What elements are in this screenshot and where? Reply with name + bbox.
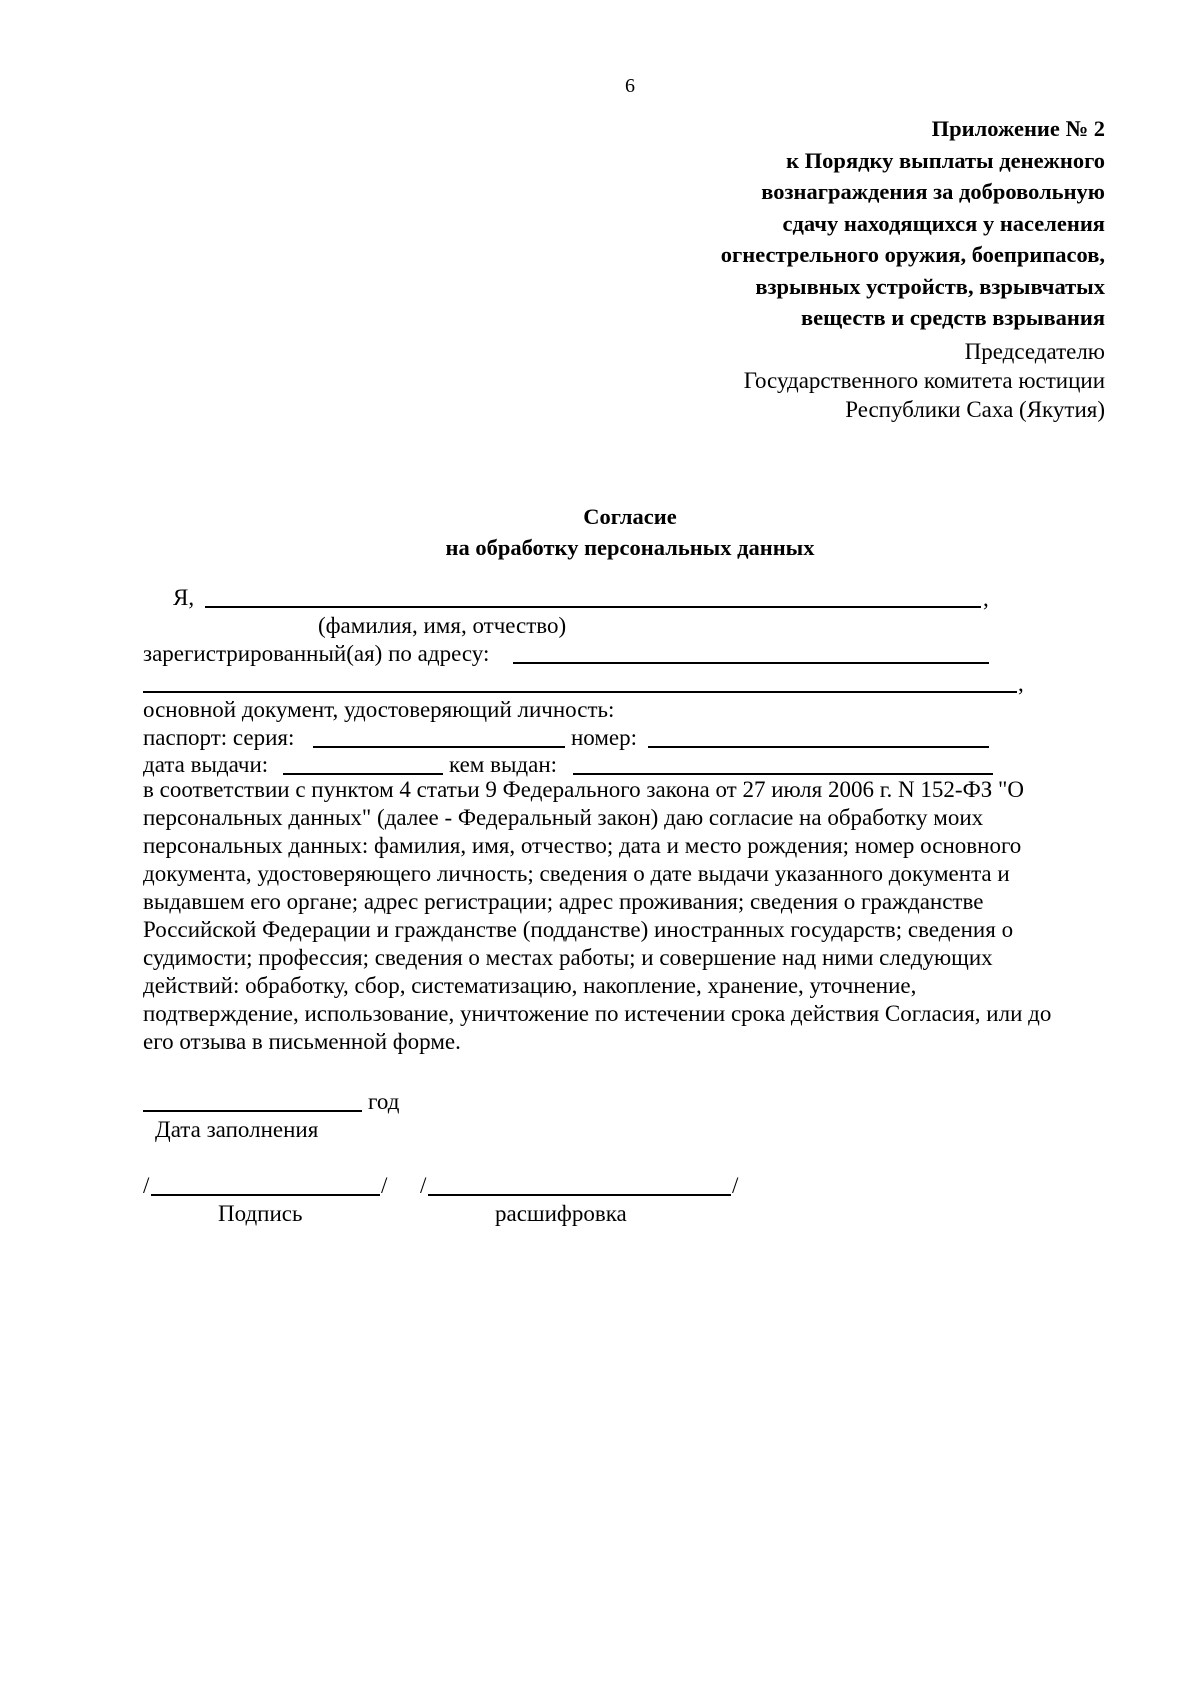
consent-line: подтверждение, использование, уничтожение по истечении срока действия Согласия, или до: [143, 1001, 1052, 1026]
addressee-line: Председателю: [964, 339, 1105, 364]
fill-date-field[interactable]: [143, 1110, 362, 1112]
passport-series-field[interactable]: [313, 746, 565, 748]
address-comma: ,: [1018, 671, 1024, 696]
consent-line: Российской Федерации и гражданстве (подданстве) иностранных государств; сведения о: [143, 917, 1014, 942]
consent-line: персональных данных" (далее - Федеральный закон) даю согласие на обработку моих: [143, 805, 984, 830]
appendix-line: веществ и средств взрывания: [801, 305, 1105, 330]
addressee-line: Республики Саха (Якутия): [845, 397, 1105, 422]
consent-line: документа, удостоверяющего личность; сведения о дате выдачи указанного документа и: [143, 861, 1010, 886]
consent-line: судимости; профессия; сведения о местах работы; и совершение над ними следующих: [143, 945, 993, 970]
document-title: [0, 501, 1200, 563]
fio-comma: ,: [983, 586, 989, 611]
appendix-line: огнестрельного оружия, боеприпасов,: [720, 242, 1105, 267]
signature-slash-right: /: [381, 1173, 388, 1198]
appendix-line: к Порядку выплаты денежного: [786, 147, 1105, 173]
appendix-line: вознаграждения за добровольную: [761, 179, 1105, 204]
signature-caption: Подпись: [218, 1201, 303, 1226]
registered-label: зарегистрированный(ая) по адресу:: [143, 641, 490, 666]
appendix-line: сдачу находящихся у населения: [782, 210, 1105, 236]
consent-line: действий: обработку, сбор, систематизацию, накопление, хранение, уточнение,: [143, 973, 917, 998]
consent-line: его отзыва в письменной форме.: [143, 1029, 461, 1054]
fio-caption: (фамилия, имя, отчество): [318, 613, 567, 638]
signature-field[interactable]: [151, 1194, 380, 1196]
issue-date-field[interactable]: [283, 773, 443, 775]
page-number: 6: [625, 75, 635, 97]
appendix-header: [721, 113, 1105, 334]
decoding-caption: расшифровка: [495, 1201, 627, 1226]
issued-by-field[interactable]: [573, 773, 993, 775]
title-line-1: Согласие: [583, 504, 677, 529]
address-field-continued[interactable]: [143, 691, 1017, 693]
passport-series-label: паспорт: серия:: [143, 725, 295, 750]
signature-slash-left: /: [143, 1173, 150, 1198]
decoding-slash-left: /: [420, 1173, 427, 1198]
address-field[interactable]: [513, 662, 989, 664]
year-label: год: [368, 1089, 400, 1114]
decoding-field[interactable]: [428, 1194, 731, 1196]
i-label: Я,: [173, 585, 195, 610]
passport-number-field[interactable]: [648, 746, 989, 748]
issue-date-label: дата выдачи:: [143, 752, 269, 777]
decoding-slash-right: /: [732, 1173, 739, 1198]
consent-paragraph: [143, 776, 1143, 1056]
consent-line: в соответствии с пунктом 4 статьи 9 Федерального закона от 27 июля 2006 г. N 152-ФЗ "О: [143, 777, 1025, 802]
passport-number-label: номер:: [571, 725, 638, 750]
doc-label: основной документ, удостоверяющий личность:: [143, 697, 615, 722]
fill-date-caption: Дата заполнения: [155, 1117, 319, 1142]
consent-line: персональных данных: фамилия, имя, отчество; дата и место рождения; номер основного: [143, 833, 1022, 858]
addressee-line: Государственного комитета юстиции: [743, 368, 1105, 393]
issued-by-label: кем выдан:: [449, 752, 558, 777]
consent-line: выдавшем его органе; адрес регистрации; адрес проживания; сведения о гражданстве: [143, 889, 984, 914]
appendix-line: взрывных устройств, взрывчатых: [755, 273, 1105, 299]
title-line-2: на обработку персональных данных: [445, 535, 815, 560]
appendix-line: Приложение № 2: [931, 116, 1105, 141]
fio-field[interactable]: [205, 606, 981, 608]
addressee-block: [744, 337, 1105, 424]
